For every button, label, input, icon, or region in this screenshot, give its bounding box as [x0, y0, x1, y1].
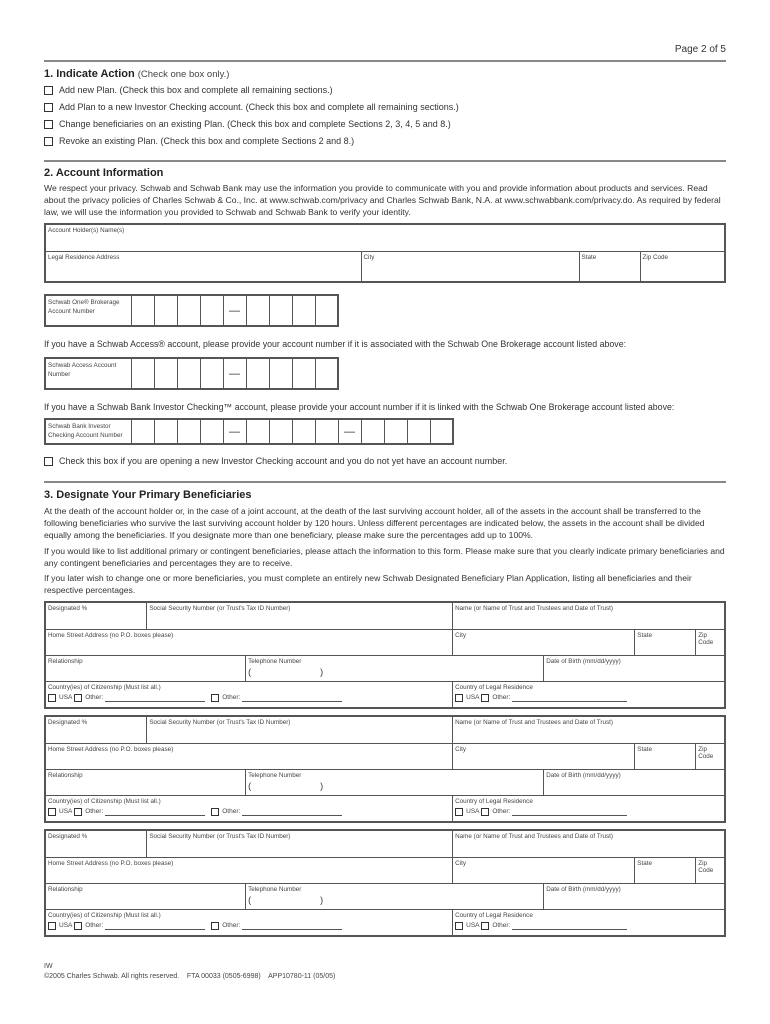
relationship-field[interactable]: Relationship	[45, 655, 246, 681]
checkbox[interactable]	[44, 120, 53, 129]
section-1-title: 1. Indicate Action (Check one box only.)	[44, 68, 230, 80]
beneficiary-block-2	[44, 715, 726, 823]
access-account-number: Schwab Access Account Number —	[44, 357, 339, 390]
digit-cell[interactable]	[200, 419, 223, 444]
checking-prompt: If you have a Schwab Bank Investor Checking™ account, please provide your account number if it is linked with the Schwab One Brokerage account listed above:	[44, 402, 675, 412]
digit-cell[interactable]	[361, 419, 384, 444]
zip-field[interactable]: Zip Code	[696, 743, 725, 769]
option-change-beneficiaries[interactable]: Change beneficiaries on an existing Plan. (Check this box and complete Sections 2, 3, 4, 5 and 8.)	[44, 119, 451, 129]
other-input[interactable]	[512, 808, 627, 816]
state-field[interactable]: State	[635, 857, 696, 883]
beneficiary-name-field[interactable]: Name (or Name of Trust and Trustees and Date of Trust)	[453, 830, 725, 857]
city-field[interactable]: City	[453, 857, 635, 883]
citizenship-field: Country(ies) of Citizenship (Must list all.) USA Other: Other:	[45, 909, 453, 936]
other-checkbox[interactable]	[74, 808, 82, 816]
relationship-field[interactable]: Relationship	[45, 883, 246, 909]
other-input[interactable]	[242, 808, 342, 816]
account-holder-name-field[interactable]: Account Holder(s) Name(s)	[45, 224, 725, 251]
checkbox[interactable]	[44, 103, 53, 112]
privacy-notice: We respect your privacy. Schwab and Schwab Bank may use the information you provide to communicate with you and provide information about products and services. Read about the privacy policies of Charles Schwab & Co., Inc. at www.schwab.com/privacy and Charles Schwab Bank, N.A. at www.schwabbank.com/privacy.do. As required by federal law, we will use the information you provided to Schwab and Schwab Bank to verify your identity.	[44, 183, 721, 217]
state-field[interactable]: State	[635, 743, 696, 769]
dash-separator: —	[223, 295, 246, 326]
section-3-title: 3. Designate Your Primary Beneficiaries	[44, 489, 252, 501]
digit-cell[interactable]	[292, 419, 315, 444]
option-add-plan-investor-checking[interactable]: Add Plan to a new Investor Checking account. (Check this box and complete all remaining sections.)	[44, 102, 459, 112]
divider	[44, 60, 726, 62]
other-input[interactable]	[512, 694, 627, 702]
digit-cell[interactable]	[177, 358, 200, 389]
beneficiary-name-field[interactable]: Name (or Name of Trust and Trustees and Date of Trust)	[453, 602, 725, 629]
digit-cell[interactable]	[200, 358, 223, 389]
digit-cell[interactable]	[315, 419, 338, 444]
usa-checkbox[interactable]	[48, 808, 56, 816]
ssn-field[interactable]: Social Security Number (or Trust's Tax ID Number)	[147, 602, 453, 629]
digit-cell[interactable]	[246, 419, 269, 444]
state-field[interactable]: State	[635, 629, 696, 655]
access-prompt: If you have a Schwab Access® account, please provide your account number if it is associated with the Schwab One Brokerage account listed above:	[44, 339, 627, 349]
digit-cell[interactable]	[246, 358, 269, 389]
option-add-new-plan[interactable]: Add new Plan. (Check this box and complete all remaining sections.)	[44, 85, 333, 95]
usa-checkbox[interactable]	[48, 922, 56, 930]
divider	[44, 160, 726, 162]
checkbox[interactable]	[44, 137, 53, 146]
other-input[interactable]	[242, 694, 342, 702]
telephone-field[interactable]: Telephone Number ( )	[246, 655, 544, 681]
checkbox[interactable]	[44, 457, 53, 466]
digit-cell[interactable]	[407, 419, 430, 444]
page-number: Page 2 of 5	[674, 44, 726, 55]
other-input[interactable]	[105, 808, 205, 816]
beneficiary-block-1	[44, 601, 726, 709]
digit-cell[interactable]	[131, 295, 154, 326]
city-field[interactable]: City	[453, 743, 635, 769]
usa-checkbox[interactable]	[48, 694, 56, 702]
zip-field[interactable]: Zip Code	[640, 251, 725, 282]
other-input[interactable]	[105, 694, 205, 702]
residence-field: Country of Legal Residence USA Other:	[453, 795, 725, 822]
residence-field: Country of Legal Residence USA Other:	[453, 681, 725, 708]
citizenship-field: Country(ies) of Citizenship (Must list all.) USA Other: Other:	[45, 795, 453, 822]
other-checkbox[interactable]	[211, 808, 219, 816]
digit-cell[interactable]	[246, 295, 269, 326]
relationship-field[interactable]: Relationship	[45, 769, 246, 795]
city-field[interactable]: City	[361, 251, 579, 282]
digit-cell[interactable]	[292, 358, 315, 389]
digit-cell[interactable]	[430, 419, 453, 444]
digit-cell[interactable]	[154, 295, 177, 326]
other-checkbox[interactable]	[481, 922, 489, 930]
other-checkbox[interactable]	[481, 694, 489, 702]
brokerage-account-number: Schwab One® Brokerage Account Number —	[44, 294, 339, 327]
other-input[interactable]	[512, 922, 627, 930]
dob-field[interactable]: Date of Birth (mm/dd/yyyy)	[544, 883, 725, 909]
digit-cell[interactable]	[200, 295, 223, 326]
city-field[interactable]: City	[453, 629, 635, 655]
dob-field[interactable]: Date of Birth (mm/dd/yyyy)	[544, 655, 725, 681]
beneficiary-para-2: If you would like to list additional primary or contingent beneficiaries, please attach the information to this form. Please make sure that you clearly indicate primary beneficiaries and any contingent beneficiaries and percentages they are to receive.	[44, 546, 725, 568]
account-holder-table	[44, 223, 726, 283]
digit-cell[interactable]	[269, 419, 292, 444]
home-address-field[interactable]: Home Street Address (no P.O. boxes please)	[45, 743, 453, 769]
digit-cell[interactable]	[131, 358, 154, 389]
dash-separator: —	[223, 419, 246, 444]
digit-cell[interactable]	[384, 419, 407, 444]
dash-separator: —	[223, 358, 246, 389]
other-input[interactable]	[105, 922, 205, 930]
beneficiary-name-field[interactable]: Name (or Name of Trust and Trustees and Date of Trust)	[453, 716, 725, 743]
residence-field: Country of Legal Residence USA Other:	[453, 909, 725, 936]
designated-percent-field[interactable]: Designated %	[45, 716, 147, 743]
digit-cell[interactable]	[177, 419, 200, 444]
beneficiary-para-1: At the death of the account holder or, in the case of a joint account, at the death of the last surviving account holder, all of the assets in the account shall be transferred to the following beneficiaries who survive the last surviving account holder by 120 hours. Unless different percentages are indicated below, the assets in the account shall be divided equally among the beneficiaries. If you designate more than one beneficiary, please make sure the percentages add up to 100%.	[44, 506, 705, 540]
section-2-title: 2. Account Information	[44, 167, 164, 179]
divider	[44, 481, 726, 483]
beneficiary-block-3	[44, 829, 726, 937]
option-revoke-plan[interactable]: Revoke an existing Plan. (Check this box and complete Sections 2 and 8.)	[44, 136, 354, 146]
legal-address-field[interactable]: Legal Residence Address	[45, 251, 361, 282]
checking-account-number: Schwab Bank Investor Checking Account Number — —	[44, 418, 454, 445]
digit-cell[interactable]	[269, 295, 292, 326]
other-checkbox[interactable]	[481, 808, 489, 816]
state-field[interactable]: State	[579, 251, 640, 282]
digit-cell[interactable]	[315, 358, 338, 389]
dob-field[interactable]: Date of Birth (mm/dd/yyyy)	[544, 769, 725, 795]
other-checkbox[interactable]	[211, 922, 219, 930]
digit-cell[interactable]	[269, 358, 292, 389]
footer: IW ©2005 Charles Schwab. All rights reserved. FTA 00033 (0505-6998) APP10780-11 (05/05)	[44, 963, 336, 980]
ssn-field[interactable]: Social Security Number (or Trust's Tax ID Number)	[147, 830, 453, 857]
dash-separator: —	[338, 419, 361, 444]
checkbox[interactable]	[44, 86, 53, 95]
home-address-field[interactable]: Home Street Address (no P.O. boxes please)	[45, 629, 453, 655]
other-checkbox[interactable]	[74, 922, 82, 930]
digit-cell[interactable]	[154, 358, 177, 389]
other-checkbox[interactable]	[74, 694, 82, 702]
telephone-field[interactable]: Telephone Number ( )	[246, 883, 544, 909]
zip-field[interactable]: Zip Code	[696, 857, 725, 883]
citizenship-field: Country(ies) of Citizenship (Must list all.) USA Other: Other:	[45, 681, 453, 708]
home-address-field[interactable]: Home Street Address (no P.O. boxes please)	[45, 857, 453, 883]
other-checkbox[interactable]	[211, 694, 219, 702]
digit-cell[interactable]	[292, 295, 315, 326]
new-checking-option[interactable]: Check this box if you are opening a new Investor Checking account and you do not yet have an account number.	[44, 456, 507, 466]
usa-checkbox[interactable]	[455, 694, 463, 702]
telephone-field[interactable]: Telephone Number ( )	[246, 769, 544, 795]
usa-checkbox[interactable]	[455, 922, 463, 930]
beneficiary-para-3: If you later wish to change one or more beneficiaries, you must complete an entirely new Schwab Designated Beneficiary Plan Application, listing all beneficiaries and their respective percentages.	[44, 573, 692, 595]
designated-percent-field[interactable]: Designated %	[45, 830, 147, 857]
digit-cell[interactable]	[177, 295, 200, 326]
zip-field[interactable]: Zip Code	[696, 629, 725, 655]
designated-percent-field[interactable]: Designated %	[45, 602, 147, 629]
ssn-field[interactable]: Social Security Number (or Trust's Tax ID Number)	[147, 716, 453, 743]
digit-cell[interactable]	[315, 295, 338, 326]
digit-cell[interactable]	[154, 419, 177, 444]
usa-checkbox[interactable]	[455, 808, 463, 816]
digit-cell[interactable]	[131, 419, 154, 444]
other-input[interactable]	[242, 922, 342, 930]
